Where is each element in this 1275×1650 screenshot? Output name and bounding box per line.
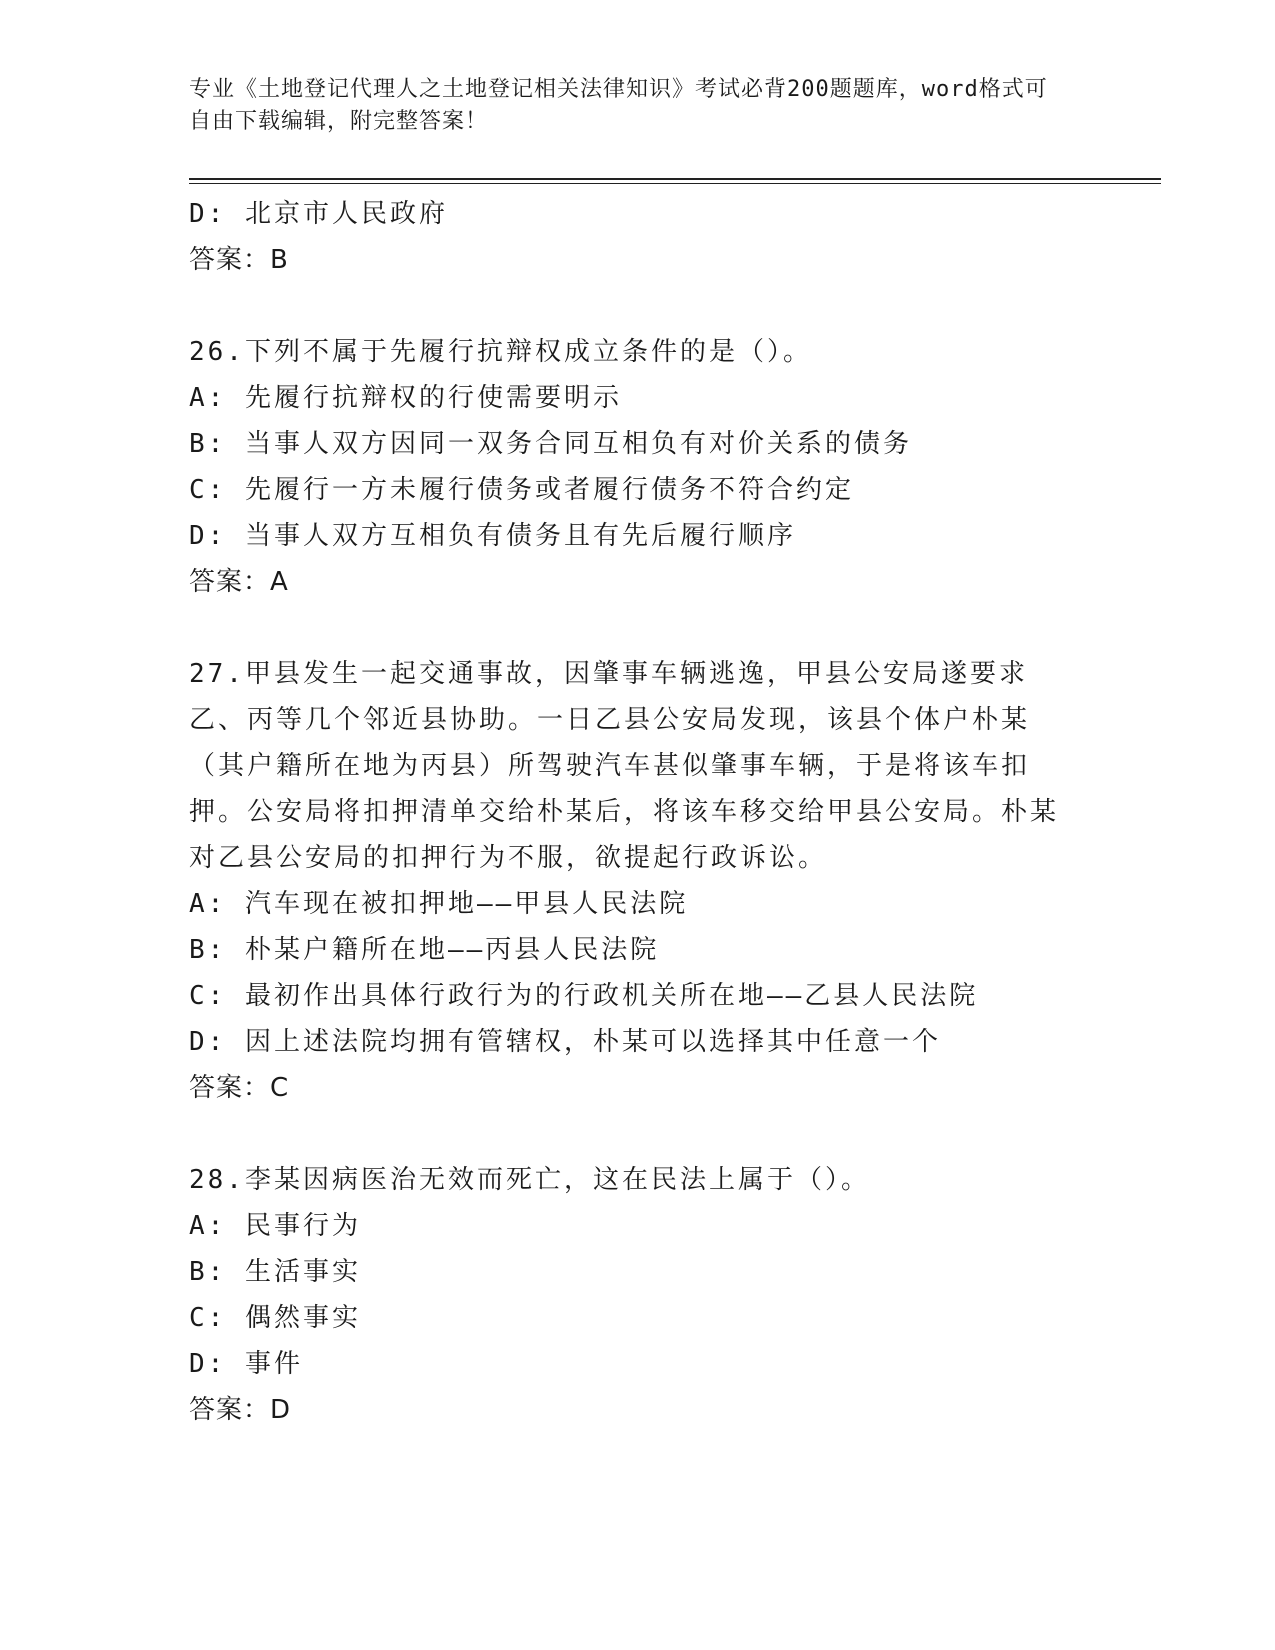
option-d: D: 事件 xyxy=(189,1349,303,1379)
page-header: 专业《土地登记代理人之土地登记相关法律知识》考试必背200题题库，word格式可自由下载编辑，附完整答案！ xyxy=(189,77,1048,134)
document-body xyxy=(189,191,1069,1433)
option-d: D: 当事人双方互相负有债务且有先后履行顺序 xyxy=(189,521,796,551)
spacer xyxy=(189,605,1069,651)
option-d: D: 因上述法院均拥有管辖权，朴某可以选择其中任意一个 xyxy=(189,1027,941,1057)
option-c: C: 最初作出具体行政行为的行政机关所在地——乙县人民法院 xyxy=(189,981,979,1011)
question-stem: 28.李某因病医治无效而死亡，这在民法上属于（）。 xyxy=(189,1165,870,1195)
spacer xyxy=(189,1111,1069,1157)
prev-option-d: D: 北京市人民政府 xyxy=(189,199,448,229)
option-c: C: 偶然事实 xyxy=(189,1303,361,1333)
prev-answer: 答案：B xyxy=(189,245,289,275)
option-c: C: 先履行一方未履行债务或者履行债务不符合约定 xyxy=(189,475,854,505)
header-rule-thin xyxy=(189,183,1161,184)
question-27 xyxy=(189,651,1069,1111)
option-a: A: 汽车现在被扣押地——甲县人民法院 xyxy=(189,889,689,919)
answer: 答案：A xyxy=(189,567,289,597)
answer: 答案：D xyxy=(189,1395,292,1425)
option-b: B: 朴某户籍所在地——丙县人民法院 xyxy=(189,935,660,965)
option-a: A: 先履行抗辩权的行使需要明示 xyxy=(189,383,622,413)
question-26 xyxy=(189,329,1069,605)
header-rule-thick xyxy=(189,178,1161,180)
option-b: B: 生活事实 xyxy=(189,1257,361,1287)
answer: 答案：C xyxy=(189,1073,290,1103)
spacer xyxy=(189,283,1069,329)
question-stem: 27.甲县发生一起交通事故，因肇事车辆逃逸，甲县公安局遂要求乙、丙等几个邻近县协助。一日乙县公安局发现，该县个体户朴某（其户籍所在地为丙县）所驾驶汽车甚似肇事车辆，于是将该车扣押。公安局将扣押清单交给朴某后，将该车移交给甲县公安局。朴某对乙县公安局的扣押行为不服，欲提起行政诉讼。 xyxy=(189,659,1060,873)
option-a: A: 民事行为 xyxy=(189,1211,361,1241)
option-b: B: 当事人双方因同一双务合同互相负有对价关系的债务 xyxy=(189,429,912,459)
question-stem: 26.下列不属于先履行抗辩权成立条件的是（）。 xyxy=(189,337,812,367)
question-28 xyxy=(189,1157,1069,1433)
